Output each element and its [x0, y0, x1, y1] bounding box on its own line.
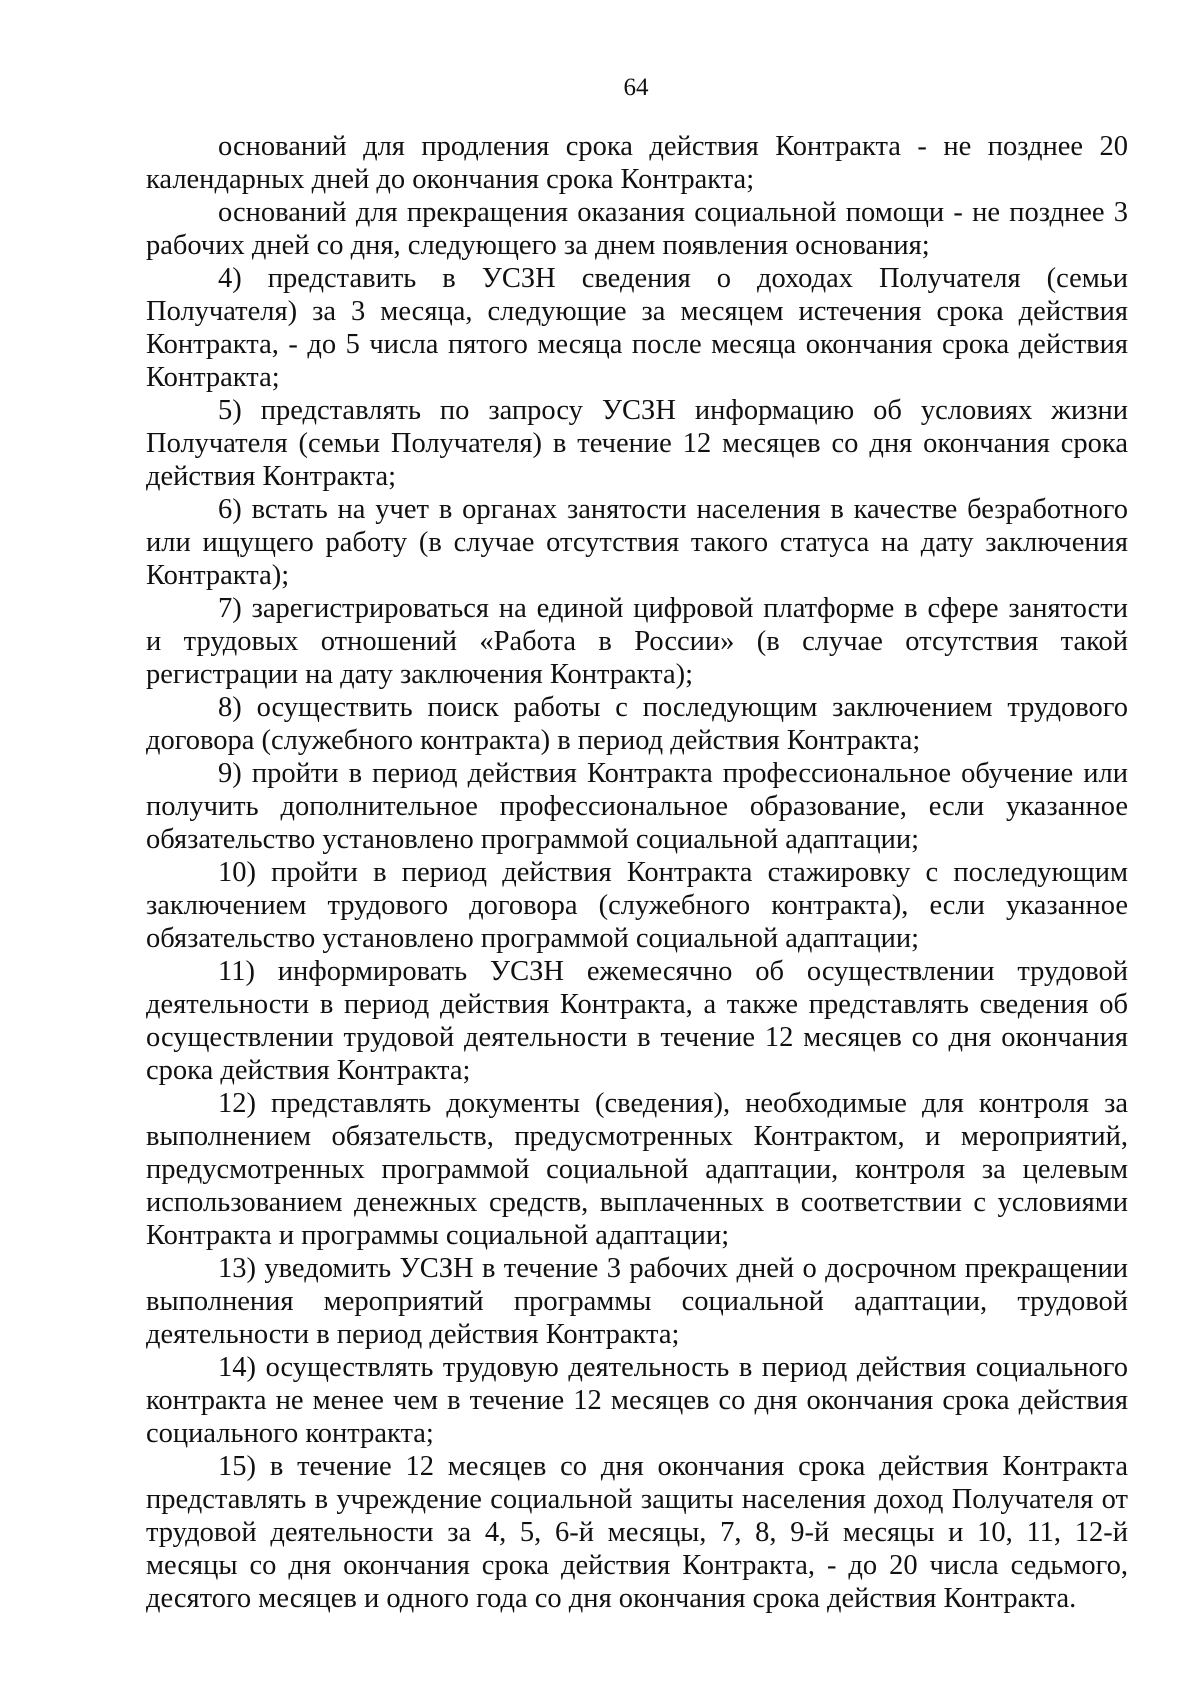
paragraph-termination-grounds: оснований для прекращения оказания социальной помощи - не позднее 3 рабочих дней со дня, следующего за днем появления основания;	[146, 197, 1128, 261]
paragraph-item-4: 4) представить в УСЗН сведения о доходах Получателя (семьи Получателя) за 3 месяца, следующие за месяцем истечения срока действия Контракта, - до 5 числа пятого месяца после месяца окончания срока действия Контракта;	[146, 263, 1128, 393]
page-number: 64	[623, 74, 649, 101]
paragraph-item-12: 12) представлять документы (сведения), необходимые для контроля за выполнением обязательств, предусмотренных Контрактом, и мероприятий, предусмотренных программой социальной адаптации, контроля за целевым использованием денежных средств, выплаченных в соответствии с условиями Контракта и программы социальной адаптации;	[146, 1088, 1128, 1251]
paragraph-item-14: 14) осуществлять трудовую деятельность в период действия социального контракта не менее чем в течение 12 месяцев со дня окончания срока действия социального контракта;	[146, 1352, 1128, 1449]
paragraph-item-13: 13) уведомить УСЗН в течение 3 рабочих дней о досрочном прекращении выполнения мероприятий программы социальной адаптации, трудовой деятельности в период действия Контракта;	[146, 1253, 1128, 1350]
paragraph-item-5: 5) представлять по запросу УСЗН информацию об условиях жизни Получателя (семьи Получателя) в течение 12 месяцев со дня окончания срока действия Контракта;	[146, 395, 1128, 492]
paragraph-item-8: 8) осуществить поиск работы с последующим заключением трудового договора (служебного контракта) в период действия Контракта;	[146, 692, 1128, 756]
document-body	[146, 130, 1128, 1615]
paragraph-item-9: 9) пройти в период действия Контракта профессиональное обучение или получить дополнительное профессиональное образование, если указанное обязательство установлено программой социальной адаптации;	[146, 758, 1128, 855]
paragraph-item-7: 7) зарегистрироваться на единой цифровой платформе в сфере занятости и трудовых отношений «Работа в России» (в случае отсутствия такой регистрации на дату заключения Контракта);	[146, 593, 1128, 690]
paragraph-item-11: 11) информировать УСЗН ежемесячно об осуществлении трудовой деятельности в период действия Контракта, а также представлять сведения об осуществлении трудовой деятельности в течение 12 месяцев со дня окончания срока действия Контракта;	[146, 956, 1128, 1086]
paragraph-item-15: 15) в течение 12 месяцев со дня окончания срока действия Контракта представлять в учреждение социальной защиты населения доход Получателя от трудовой деятельности за 4, 5, 6-й месяцы, 7, 8, 9-й месяцы и 10, 11, 12-й месяцы со дня окончания срока действия Контракта, - до 20 числа седьмого, десятого месяцев и одного года со дня окончания срока действия Контракта.	[146, 1451, 1128, 1614]
paragraph-item-10: 10) пройти в период действия Контракта стажировку с последующим заключением трудового договора (служебного контракта), если указанное обязательство установлено программой социальной адаптации;	[146, 857, 1128, 954]
paragraph-extension-grounds: оснований для продления срока действия Контракта - не позднее 20 календарных дней до окончания срока Контракта;	[146, 131, 1128, 195]
paragraph-item-6: 6) встать на учет в органах занятости населения в качестве безработного или ищущего работу (в случае отсутствия такого статуса на дату заключения Контракта);	[146, 494, 1128, 591]
